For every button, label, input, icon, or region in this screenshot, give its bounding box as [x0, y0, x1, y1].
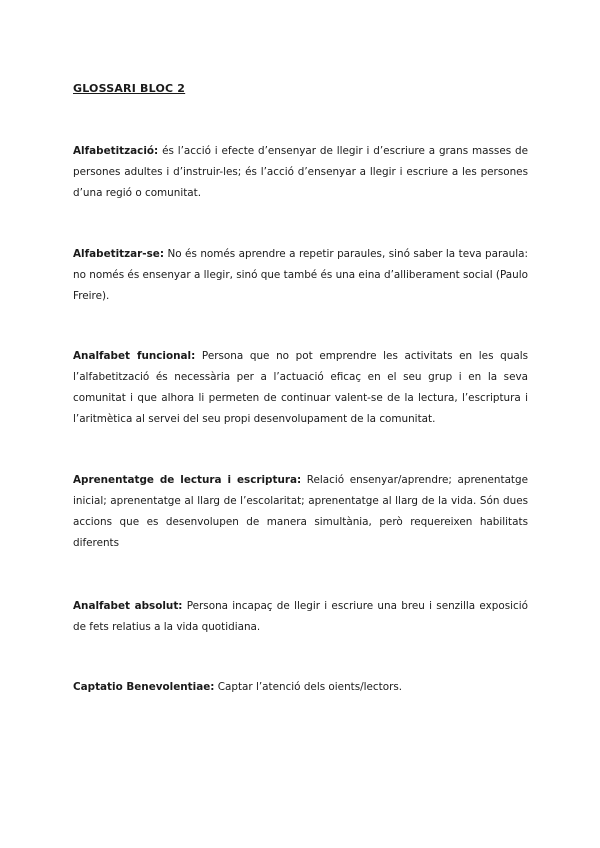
glossary-entry	[73, 346, 528, 430]
glossary-term: Analfabet funcional:	[73, 350, 196, 362]
glossary-entry	[73, 596, 528, 638]
glossary-definition: Captar l’atenció dels oients/lectors.	[217, 681, 403, 693]
glossary-entry	[73, 244, 528, 307]
glossary-definition: Persona incapaç de llegir i escriure una breu i senzilla exposició de fets relatius a la vida quotidiana.	[73, 600, 528, 633]
glossary-definition: és l’acció i efecte d’ensenyar de llegir i d’escriure a grans masses de persones adultes i d’instruir-les; és l’acció d’ensenyar a llegir i escriure a les persones d’una regió o comunitat.	[73, 145, 528, 199]
glossary-term: Alfabetitzar-se:	[73, 248, 164, 260]
glossary-entry	[73, 141, 528, 204]
glossary-definition: Relació ensenyar/aprendre; aprenentatge inicial; aprenentatge al llarg de l’escolaritat; aprenentatge al llarg de la vida. Són dues accions que es desenvolupen de manera simultània, però requereixen habilitats diferents	[73, 474, 528, 549]
glossary-definition: No és només aprendre a repetir paraules, sinó saber la teva paraula: no només és ensenyar a llegir, sinó que també és una eina d’alliberament social (Paulo Freire).	[73, 248, 528, 302]
glossary-term: Captatio Benevolentiae:	[73, 681, 215, 693]
glossary-term: Analfabet absolut:	[73, 600, 183, 612]
glossary-entry	[73, 470, 528, 554]
glossary-entry	[73, 677, 528, 698]
glossary-definition: Persona que no pot emprendre les activitats en les quals l’alfabetització és necessària per a l’actuació eficaç en el seu grup i en la seva comunitat i que alhora li permeten de continuar valent-se de la lectura, l’escriptura i l’aritmètica al servei del seu propi desenvolupament de la comunitat.	[73, 350, 528, 425]
page-title: GLOSSARI BLOC 2	[73, 82, 186, 95]
glossary-term: Alfabetització:	[73, 145, 159, 157]
glossary-term: Aprenentatge de lectura i escriptura:	[73, 474, 302, 486]
